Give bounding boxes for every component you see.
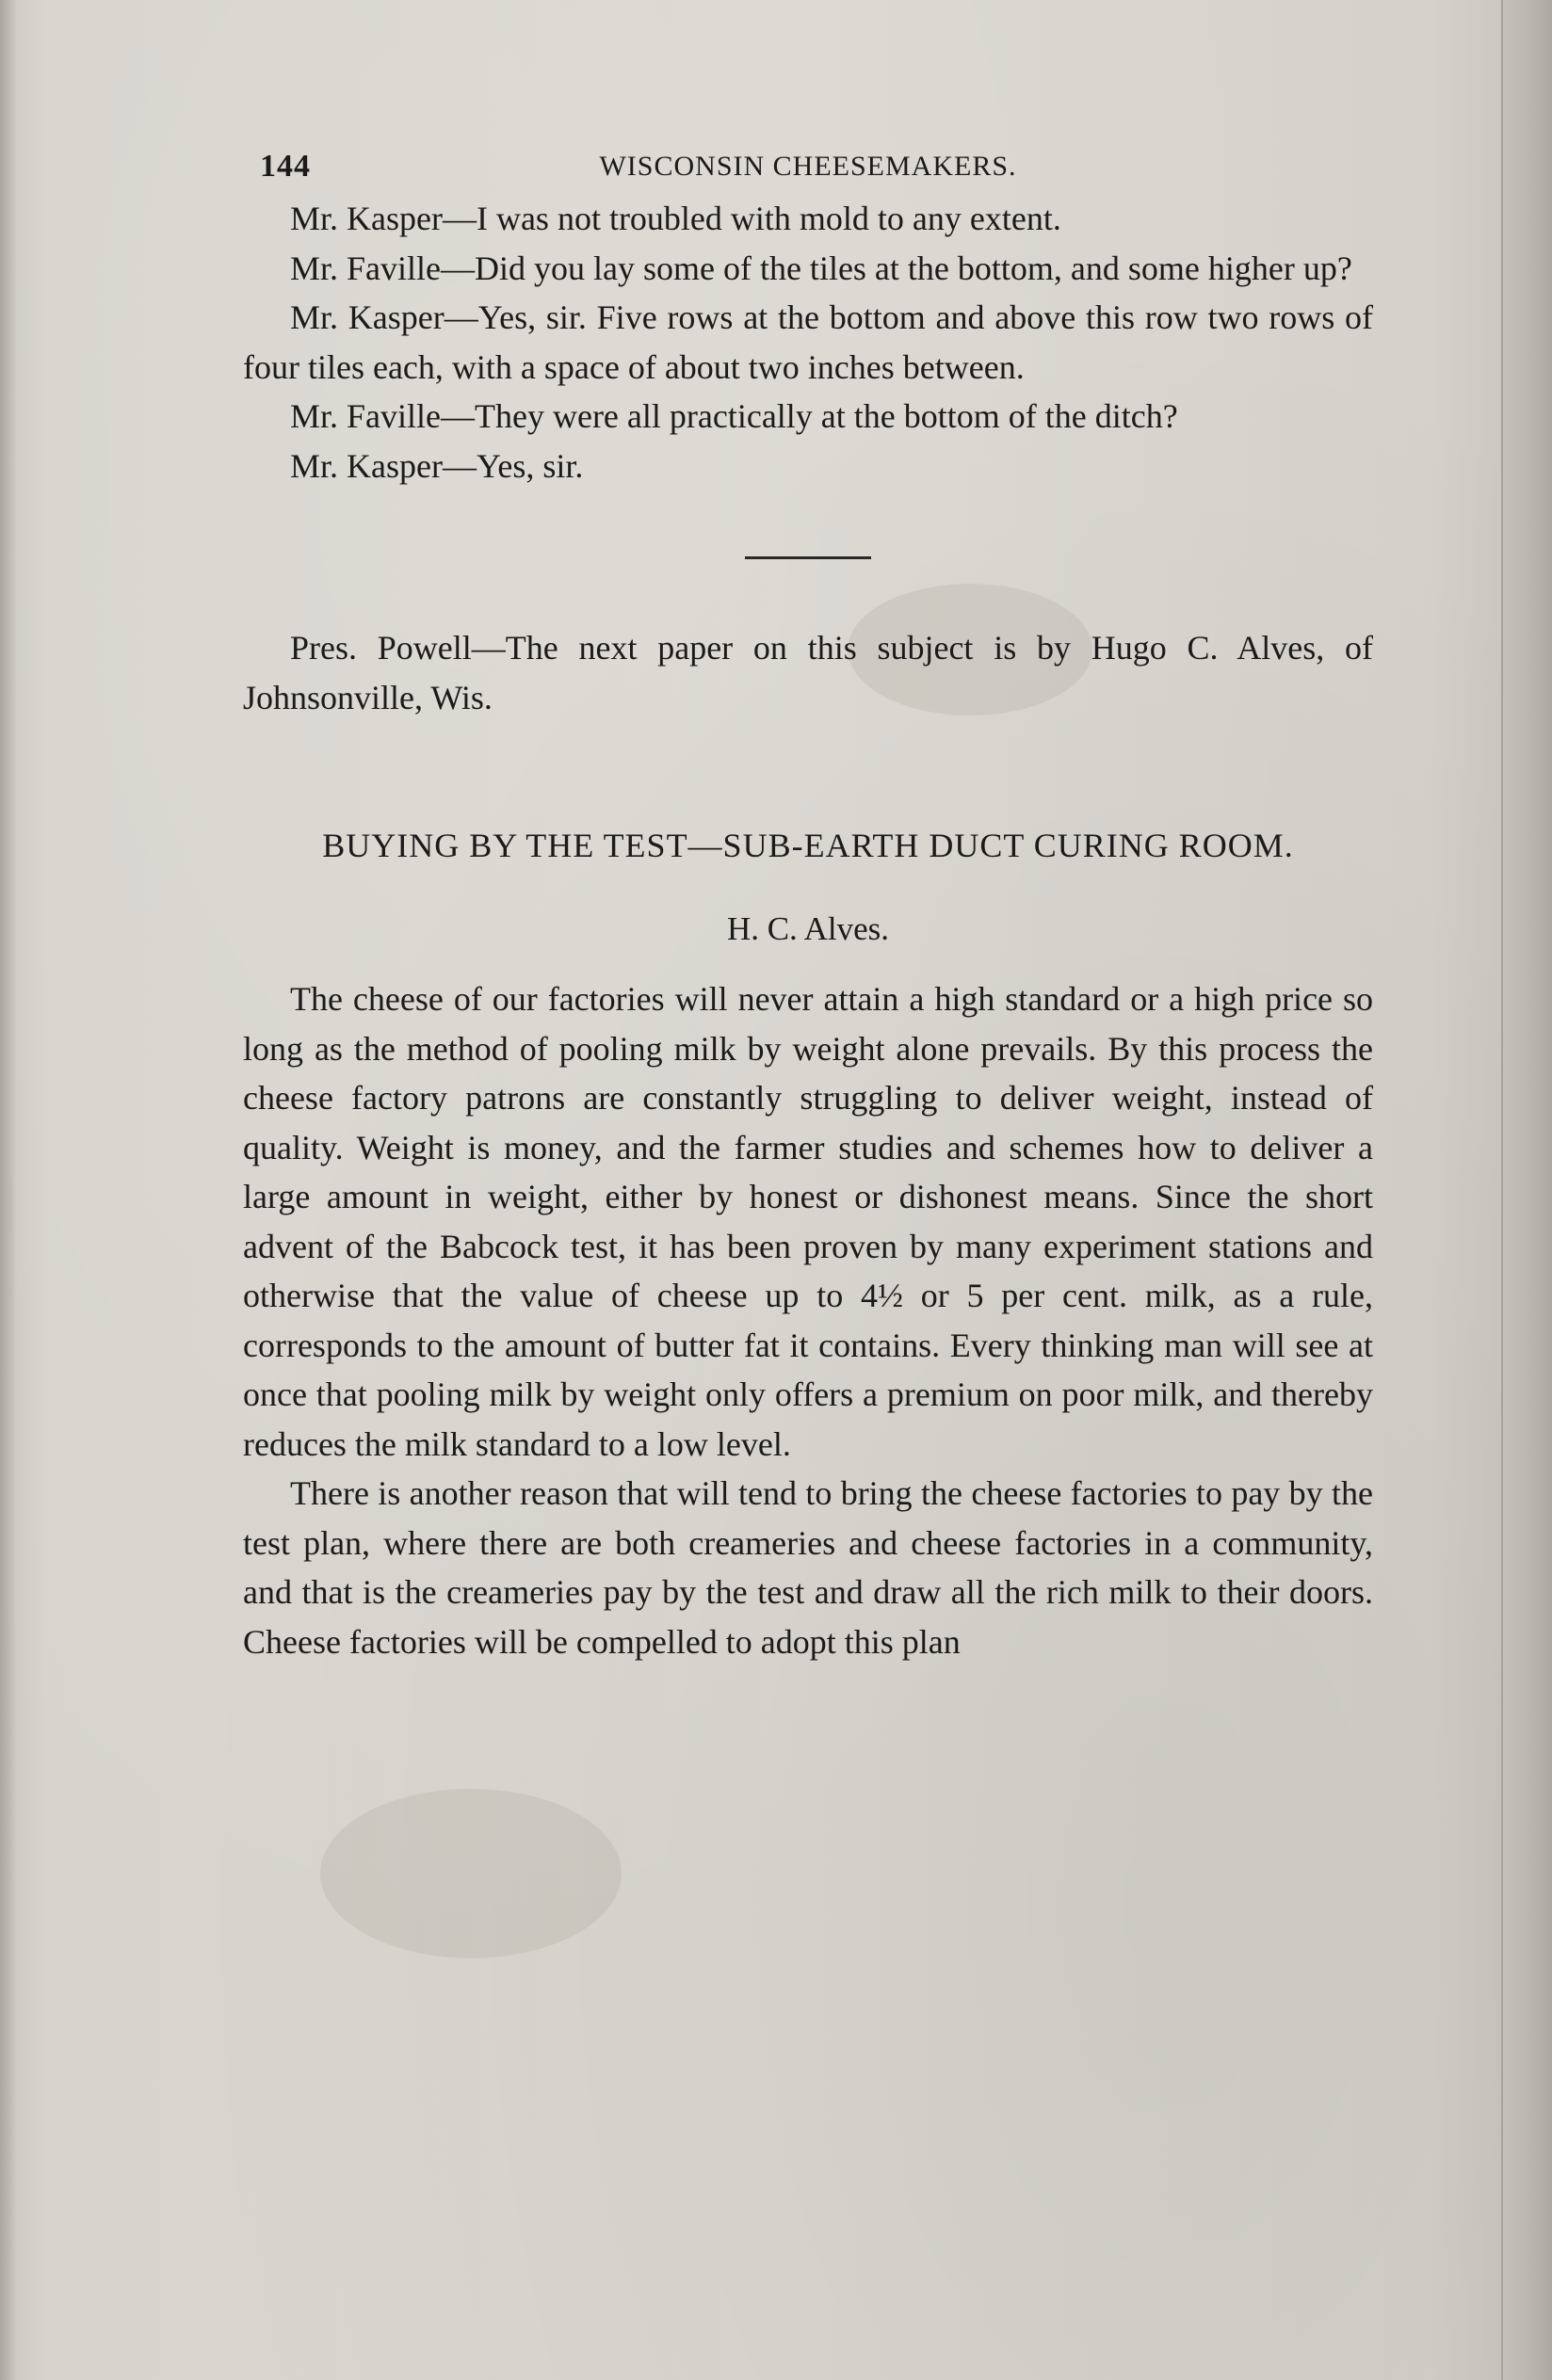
page-number: 144 bbox=[260, 149, 311, 184]
dialogue-line: Mr. Faville—They were all practically at the bottom of the ditch? bbox=[290, 397, 1178, 435]
dialogue-line: Mr. Kasper—Yes, sir. Five rows at the bottom and above this row two rows of four tiles each, with a space of about two inches between. bbox=[243, 298, 1373, 386]
running-title: WISCONSIN CHEESEMAKERS. bbox=[599, 151, 1017, 182]
article-title: BUYING BY THE TEST—SUB-EARTH DUCT CURING ROOM. bbox=[322, 827, 1294, 864]
dialogue-line: Mr. Kasper—I was not troubled with mold to any extent. bbox=[290, 200, 1061, 237]
dialogue-line: Mr. Faville—Did you lay some of the tiles at the bottom, and some higher up? bbox=[290, 249, 1352, 287]
running-head bbox=[243, 141, 1373, 194]
body-paragraph: The cheese of our factories will never attain a high standard or a high price so long as the method of pooling milk by weight alone prevails. By this process the cheese factory patrons are constantly struggling to deliver weight, instead of quality. Weight is money, and the farmer studies and schemes how to deliver a large amount in weight, either by honest or dishonest means. Since the short advent of the Babcock test, it has been proven by many experiment stations and otherwise that the value of cheese up to 4½ or 5 per cent. milk, as a rule, corresponds to the amount of butter fat it contains. Every thinking man will see at once that pooling milk by weight only offers a premium on poor milk, and thereby reduces the milk standard to a low level. bbox=[243, 980, 1373, 1463]
page-gutter-shadow bbox=[0, 0, 17, 2380]
president-remark: Pres. Powell—The next paper on this subject is by Hugo C. Alves, of Johnsonville, Wis. bbox=[243, 629, 1373, 716]
paper-stain bbox=[320, 1789, 622, 1958]
text-block bbox=[243, 141, 1373, 1666]
page-edge bbox=[1501, 0, 1552, 2380]
body-paragraph: There is another reason that will tend to bring the cheese factories to pay by the test plan, where there are both creameries and cheese factories in a community, and that is the creameries pay by the test and draw all the rich milk to their doors. Cheese factories will be compelled to adopt this plan bbox=[243, 1474, 1373, 1661]
article-author: H. C. Alves. bbox=[726, 910, 890, 947]
dialogue-line: Mr. Kasper—Yes, sir. bbox=[290, 446, 584, 485]
section-divider bbox=[745, 556, 871, 559]
